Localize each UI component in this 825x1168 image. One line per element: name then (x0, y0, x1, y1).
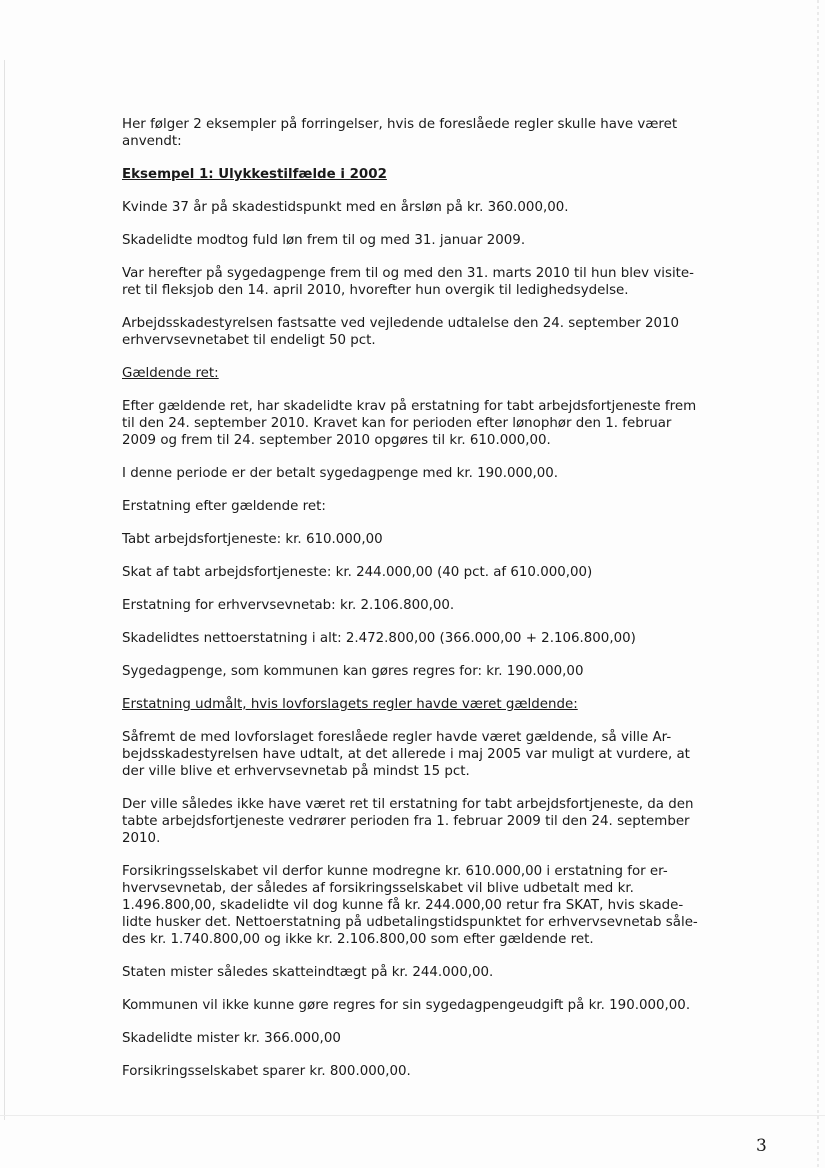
paragraph-7: Erstatning efter gældende ret: (122, 499, 326, 514)
paragraph-14: Der ville således ikke have været ret til erstatning for tabt arbejdsfortjeneste, da den tabte arbejdsfortjeneste vedrører perioden fra 1. februar 2009 til den 24. september 2010. (122, 797, 694, 846)
paragraph-2: Skadelidte modtog fuld løn frem til og med 31. januar 2009. (122, 233, 526, 248)
subheading-proposed-rules: Erstatning udmålt, hvis lovforslagets regler havde været gældende: (122, 697, 578, 712)
paragraph-9: Skat af tabt arbejdsfortjeneste: kr. 244.000,00 (40 pct. af 610.000,00) (122, 565, 593, 580)
subheading-current-law: Gældende ret: (122, 366, 219, 381)
paragraph-10: Erstatning for erhvervsevnetab: kr. 2.106.800,00. (122, 598, 455, 613)
paragraph-11: Skadelidtes nettoerstatning i alt: 2.472.800,00 (366.000,00 + 2.106.800,00) (122, 631, 636, 646)
scan-edge-bottom (0, 1115, 825, 1116)
paragraph-5: Efter gældende ret, har skadelidte krav på erstatning for tabt arbejdsfortjeneste frem til den 24. september 2010. Kravet kan for perioden efter lønophør den 1. februar 2009 og frem til 24. september 2010 opgøres til kr. 610.000,00. (122, 399, 697, 448)
paragraph-3: Var herefter på sygedagpenge frem til og med den 31. marts 2010 til hun blev visite- ret til fleksjob den 14. april 2010, hvorefter hun overgik til ledighedsydelse. (122, 266, 694, 298)
scan-edge-left (4, 60, 5, 1120)
paragraph-6: I denne periode er der betalt sygedagpenge med kr. 190.000,00. (122, 466, 559, 481)
document-body (122, 116, 722, 1096)
paragraph-8: Tabt arbejdsfortjeneste: kr. 610.000,00 (122, 532, 383, 547)
paragraph-16: Staten mister således skatteindtægt på kr. 244.000,00. (122, 965, 494, 980)
paragraph-1: Kvinde 37 år på skadestidspunkt med en årsløn på kr. 360.000,00. (122, 200, 569, 215)
paragraph-12: Sygedagpenge, som kommunen kan gøres regres for: kr. 190.000,00 (122, 664, 584, 679)
paragraph-13: Såfremt de med lovforslaget foreslåede regler havde været gældende, så ville Ar- bejdsskadestyrelsen have udtalt, at det allerede i maj 2005 var muligt at vurdere, at der ville blive et erhvervsevnetab på mindst 15 pct. (122, 730, 690, 779)
paragraph-18: Skadelidte mister kr. 366.000,00 (122, 1031, 341, 1046)
paragraph-4: Arbejdsskadestyrelsen fastsatte ved vejledende udtalelse den 24. september 2010 erhvervsevnetabet til endeligt 50 pct. (122, 316, 680, 348)
example-heading: Eksempel 1: Ulykkestilfælde i 2002 (122, 167, 387, 182)
scan-edge-right (817, 0, 819, 1168)
paragraph-17: Kommunen vil ikke kunne gøre regres for sin sygedagpengeudgift på kr. 190.000,00. (122, 998, 691, 1013)
page-number: 3 (756, 1136, 767, 1156)
paragraph-19: Forsikringsselskabet sparer kr. 800.000,00. (122, 1064, 411, 1079)
paragraph-15: Forsikringsselskabet vil derfor kunne modregne kr. 610.000,00 i erstatning for er- hvervsevnetab, der således af forsikringsselskabet vil blive udbetalt med kr. 1.496.800,00, skadelidte vil dog kunne få kr. 244.000,00 retur fra SKAT, hvis skade- lidte husker det. Nettoerstatning på udbetalingstidspunktet for erhvervsevnetab såle- des kr. 1.740.800,00 og ikke kr. 2.106.800,00 som efter gældende ret. (122, 864, 698, 947)
intro-paragraph: Her følger 2 eksempler på forringelser, hvis de foreslåede regler skulle have været anvendt: (122, 117, 678, 149)
